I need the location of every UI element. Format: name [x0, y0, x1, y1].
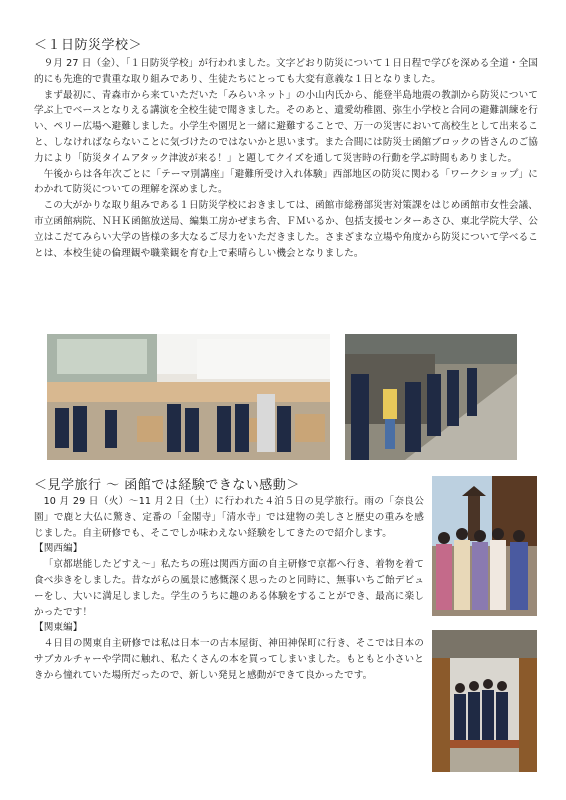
paragraph: まず最初に、青森市から来ていただいた「みらいネット」の小山内氏から、能登半島地震の教訓から防災について学ぶ上でベースとなりえる講演を全校生徒で聞きました。そのあと、遺愛幼稚園、弥生小学校と合同の避難訓練を行い、ペリー広場へ避難しました。小学生や園児と一緒に避難することで、万一の災害において高校生として出来ること、しなければならないことに気づけたのではないかと思います。また合間には防災士函館ブロックの皆さんのご協力により「防災タイムアタック津波が来る！」と題してクイズを通して災害時の行動を学ぶ時間もありました。: [34, 89, 538, 164]
paragraph: この大がかりな取り組みである１日防災学校におきましては、函館市総務部災害対策課をはじめ函館市女性会議、市立函館病院、ＮＨＫ函館放送局、編集工房かぜまち舎、ＦＭいるか、包括支援センターあさひ、東北学院大学、公立はこだてみらい大学の皆様の多大なるご尽力をいただきました。さまざまな立場や角度から防災について学べることは、本校生徒の倫理観や職業観を育む上で素晴らしい機会となりました。: [34, 200, 538, 259]
subheading-kanto: 【関東編】: [34, 622, 83, 634]
section-heading-trip: ＜見学旅行 ～ 函館では経験できない感動＞: [34, 478, 300, 493]
section-bousai-body: [34, 56, 538, 261]
subheading-kansai: 【関西編】: [34, 543, 83, 555]
section-trip-body: [34, 494, 424, 684]
paragraph: 10 月 29 日（火）～11 月２日（土）に行われた４泊５日の見学旅行。雨の「奈良公園」で鹿と大仏に驚き、定番の「金閣寺」「清水寺」では建物の美しさと歴史の重みを感じました。自主研修でも、そこでしか味わえない経験をしてきたので紹介します。: [34, 496, 424, 539]
photo-gym-evacuation: [47, 334, 330, 460]
paragraph: ４日目の関東自主研修では私は日本一の古本屋街、神田神保町に行き、そこでは日本のサブカルチャーや学問に触れ、私たくさんの本を買ってしまいました。もともと小さいときから憧れていた場所だったので、新しい発見と感動ができて良かったです。: [34, 638, 424, 681]
paragraph: ９月 27 日（金）、「１日防災学校」が行われました。文字どおり防災について１日日程で学びを深める全道・全国的にも先進的で貴重な取り組みであり、生徒たちにとっても大変有意義な１日となりました。: [34, 58, 538, 85]
photo-kyoto-kimono: [432, 476, 537, 616]
section-heading-bousai: ＜１日防災学校＞: [34, 38, 143, 53]
paragraph: 「京都堪能したどすえ～」私たちの班は関西方面の自主研修で京都へ行き、着物を着て食べ歩きをしました。昔ながらの風景に感慨深く思ったのと同時に、無事いちご飴デビューをし、大いに満足しました。学生のうちに趣のある体験をすることができ、最高に楽しかったです！: [34, 559, 424, 618]
paragraph: 午後からは各年次ごとに「テーマ別講座」「避難所受け入れ体験」西部地区の防災に関わる「ワークショップ」にわかれて防災についての理解を深めました。: [34, 168, 538, 196]
photo-street-walk: [345, 334, 517, 460]
photo-kanto-group: [432, 630, 537, 772]
